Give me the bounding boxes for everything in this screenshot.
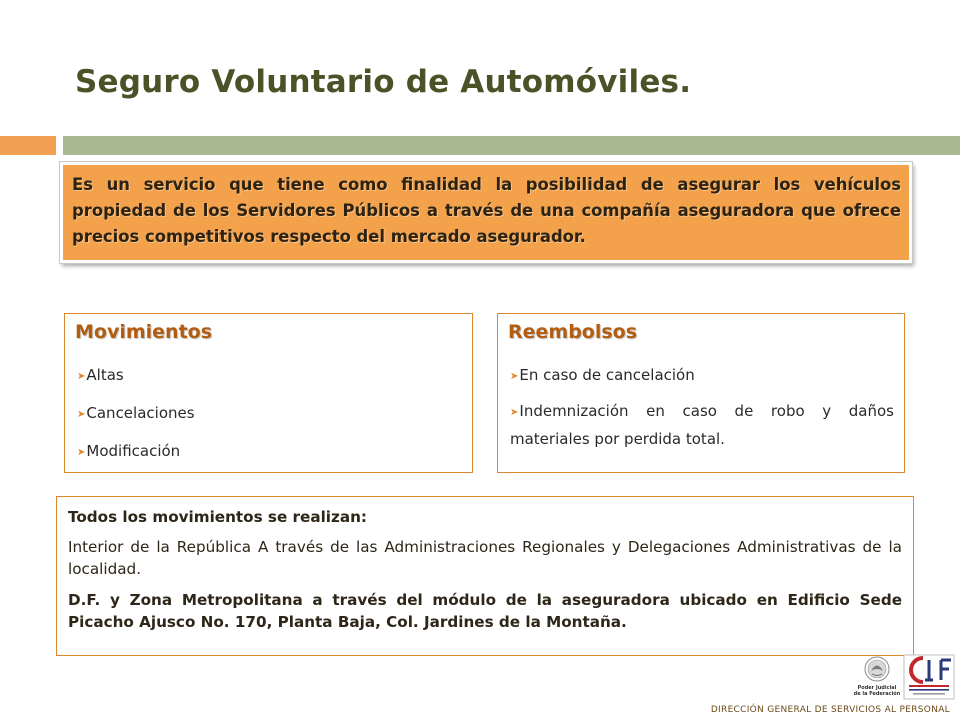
note-interior: Interior de la República A través de las Administraciones Regionales y Delegaciones Administrativas de la localidad. [68, 538, 902, 578]
list-item: ➤Altas [77, 366, 124, 384]
reembolsos-heading: Reembolsos [508, 321, 638, 343]
note-box [56, 496, 914, 656]
list-item: ➤En caso de cancelación [510, 366, 695, 384]
chevron-bullet-icon: ➤ [77, 447, 86, 458]
seal-caption-2: de la Federación [853, 691, 901, 697]
intro-text: Es un servicio que tiene como finalidad la posibilidad de asegurar los vehículos propiedad de los Servidores Públicos a través de una compañía aseguradora que ofrece precios competitivos respecto del mercado asegurador. [72, 175, 901, 246]
page-title: Seguro Voluntario de Automóviles. [75, 64, 692, 100]
cjf-logo-icon [903, 654, 955, 700]
accent-bar-green [63, 136, 960, 155]
reembolsos-list [510, 362, 894, 461]
list-item: ➤Cancelaciones [77, 404, 195, 422]
reembolsos-card [497, 313, 905, 473]
footer-text: DIRECCIÓN GENERAL DE SERVICIOS AL PERSONAL [710, 705, 950, 715]
list-item: ➤Indemnización en caso de robo y daños materiales por perdida total. [510, 402, 894, 448]
chevron-bullet-icon: ➤ [77, 371, 86, 382]
movimientos-list [77, 362, 462, 476]
accent-bar-orange [0, 136, 56, 155]
note-intro: Todos los movimientos se realizan: [68, 508, 367, 526]
national-seal-icon [850, 654, 904, 700]
note-df: D.F. y Zona Metropolitana a través del módulo de la aseguradora ubicado en Edificio Sede Picacho Ajusco No. 170, Planta Baja, Col. Jardines de la Montaña. [68, 591, 902, 631]
list-item: ➤Modificación [77, 442, 181, 460]
movimientos-heading: Movimientos [75, 321, 213, 343]
movimientos-card [64, 313, 473, 473]
chevron-bullet-icon: ➤ [510, 371, 519, 382]
chevron-bullet-icon: ➤ [77, 409, 86, 420]
intro-box [60, 162, 912, 263]
seal-caption-1: Poder Judicial [857, 685, 897, 691]
logos [848, 654, 960, 702]
chevron-bullet-icon: ➤ [510, 407, 519, 418]
